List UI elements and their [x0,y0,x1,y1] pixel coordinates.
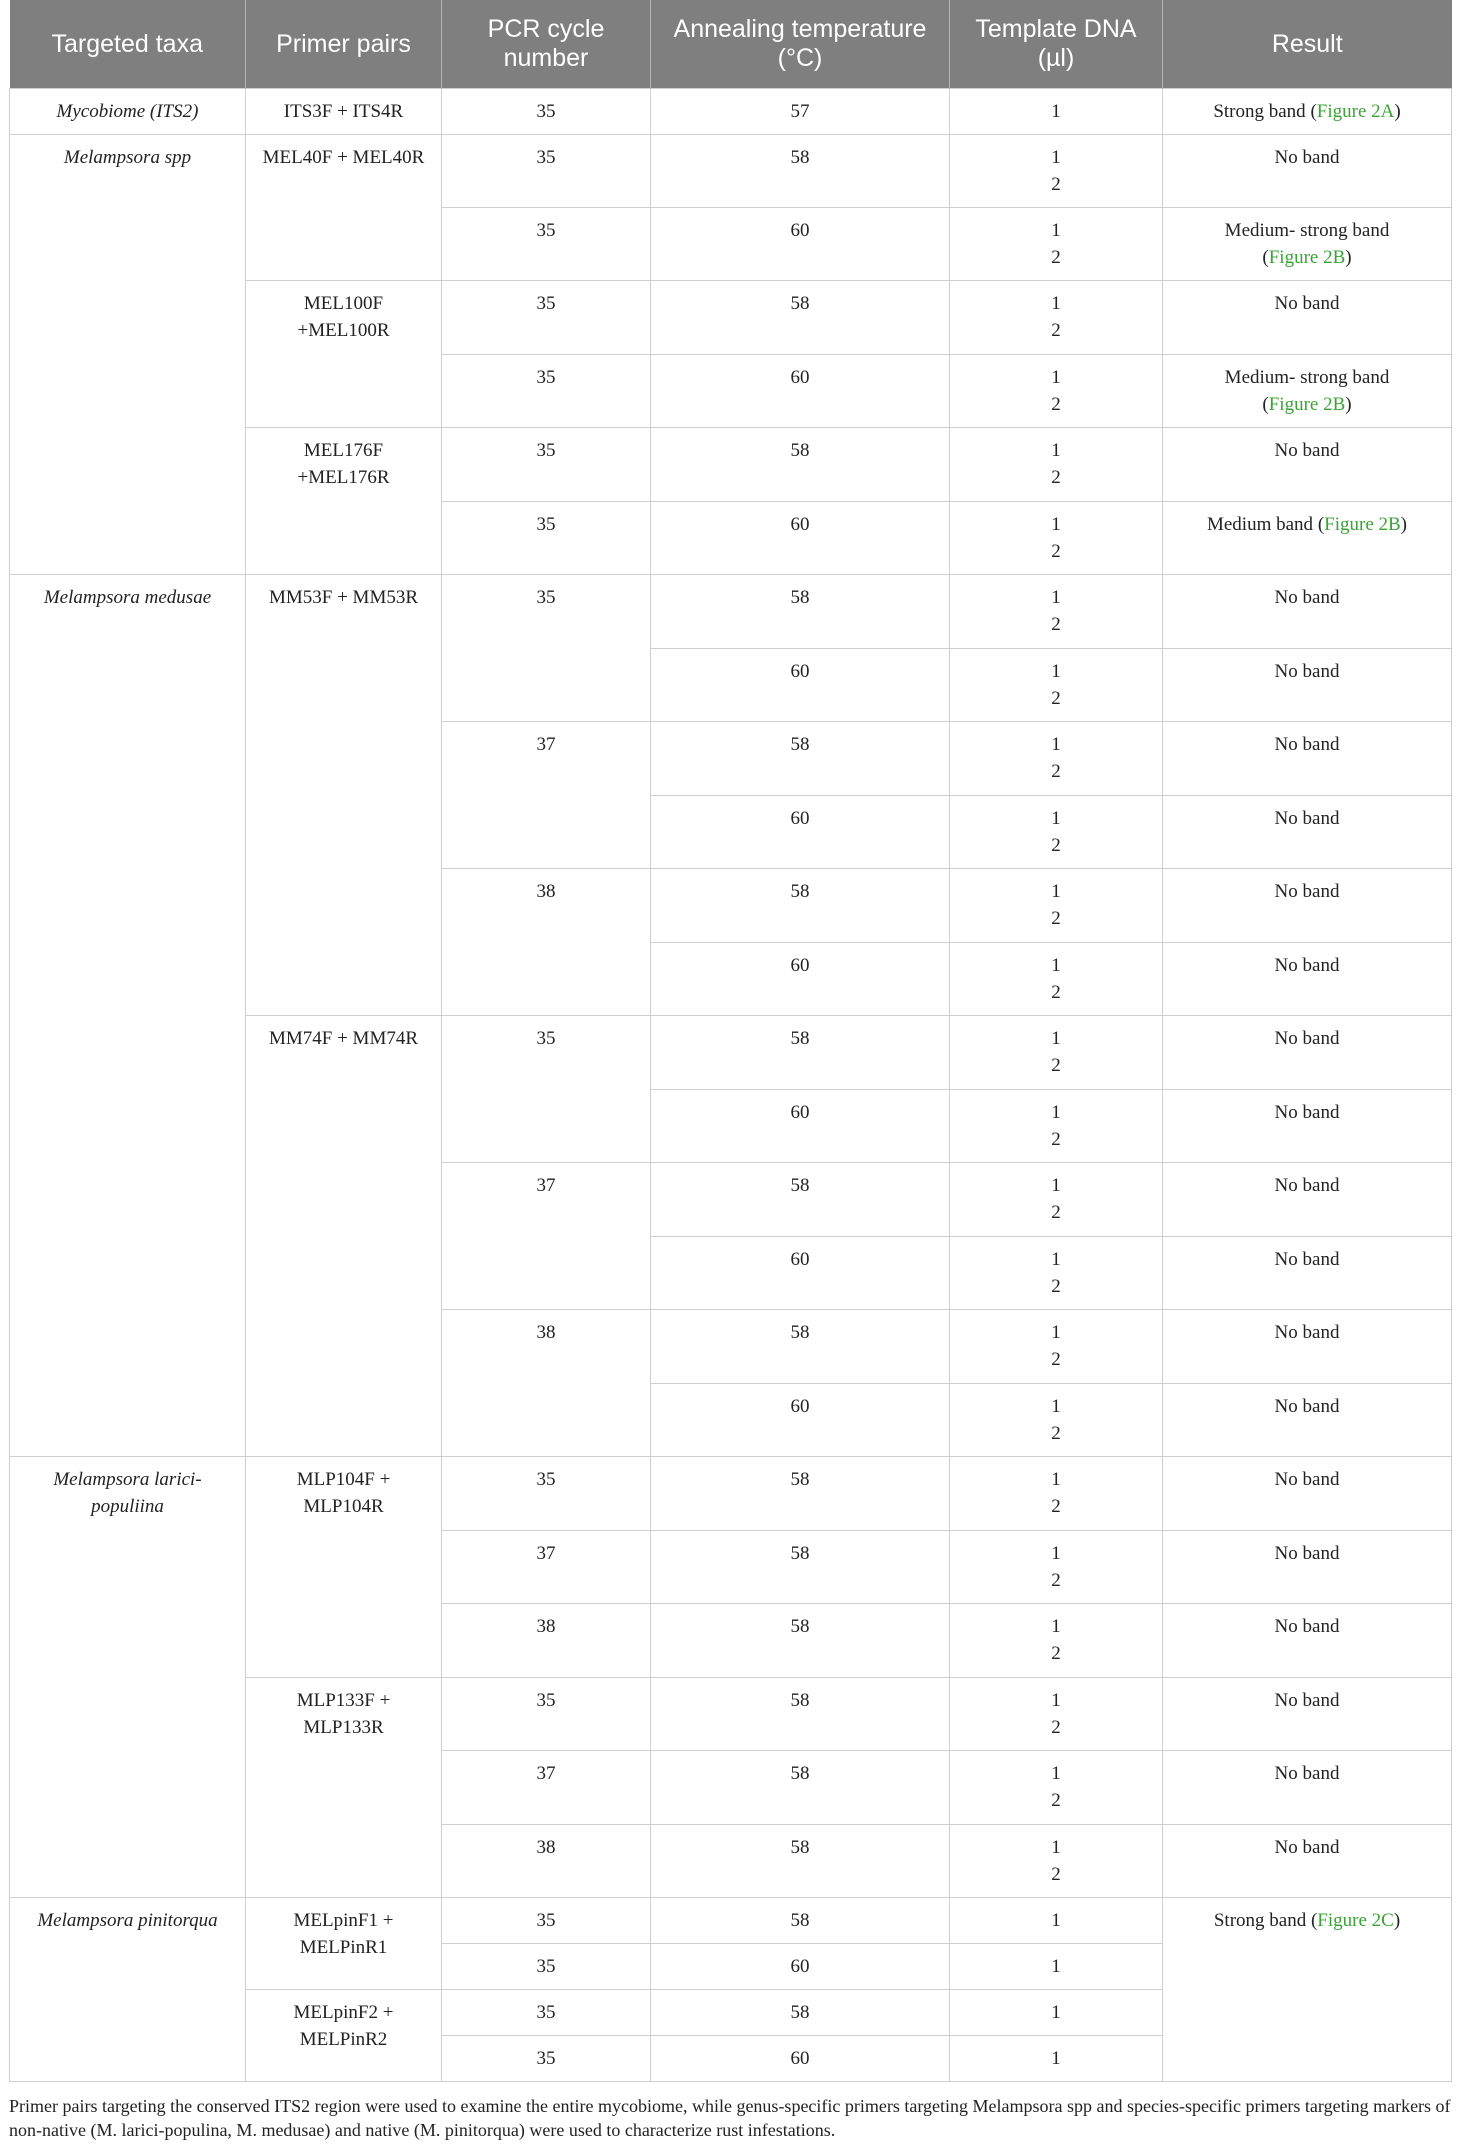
dna-value: 2 [1051,1790,1061,1811]
cycle-cell: 35 [442,428,651,502]
table-footnote: Primer pairs targeting the conserved ITS2 region were used to examine the entire mycobiome, while genus-specific primers targeting Melampsora spp and species-specific primers targeting markers of non-native (M. larici-populina, M. medusae) and native (M. pinitorqua) were used to characterize rust infestations. [9,2096,1451,2140]
table-row [10,1898,1452,1944]
cycle-cell: 37 [442,722,651,869]
paren: ( [1262,247,1269,268]
dna-value: 1 [1051,1837,1061,1858]
temp-cell: 58 [651,428,950,502]
result-text: Medium band [1206,514,1314,535]
dna-value: 1 [1051,1175,1061,1196]
cycle-cell: 35 [442,1678,651,1751]
dna-value: 2 [1051,1349,1061,1370]
dna-value: 2 [1051,1202,1061,1223]
primer-cell: MLP133F + MLP133R [246,1678,442,1898]
header-row [10,0,1452,89]
dna-value: 2 [1051,394,1061,415]
result-cell [1163,208,1452,281]
paren: ) [1393,1910,1401,1931]
dna-value: 2 [1051,1423,1061,1444]
table-row [10,575,1452,649]
dna-value: 2 [1051,982,1061,1003]
cycle-cell: 38 [442,1825,651,1898]
temp-cell: 60 [651,649,950,722]
dna-cell [950,1531,1163,1604]
temp-cell: 60 [651,1237,950,1310]
dna-value: 2 [1051,174,1061,195]
cycle-cell: 35 [442,89,651,135]
result-cell: No band [1163,575,1452,649]
paren: ( [1310,101,1317,122]
dna-cell: 1 [950,1898,1163,1944]
primer-cell: MELpinF1 + MELPinR1 [246,1898,442,1990]
dna-value: 2 [1051,1570,1061,1591]
figure-link[interactable]: Figure 2B [1324,514,1401,535]
result-cell: No band [1163,1678,1452,1751]
dna-cell [950,208,1163,281]
dna-cell [950,1237,1163,1310]
dna-value: 2 [1051,467,1061,488]
figure-link[interactable]: Figure 2C [1317,1910,1394,1931]
dna-value: 2 [1051,908,1061,929]
dna-value: 1 [1051,1690,1061,1711]
temp-cell: 58 [651,1163,950,1237]
dna-cell [950,1384,1163,1457]
dna-cell [950,575,1163,649]
cycle-cell: 35 [442,1898,651,1944]
dna-cell: 1 [950,1990,1163,2036]
dna-value: 1 [1051,1543,1061,1564]
dna-value: 1 [1051,1249,1061,1270]
result-cell: No band [1163,135,1452,208]
taxa-cell: Melampsora spp [10,135,246,575]
temp-cell: 60 [651,208,950,281]
dna-value: 1 [1051,1102,1061,1123]
paren: ) [1394,101,1401,122]
result-cell: No band [1163,1237,1452,1310]
dna-cell: 1 [950,1944,1163,1990]
result-cell: No band [1163,1016,1452,1090]
dna-value: 2 [1051,1643,1061,1664]
cycle-cell: 35 [442,355,651,428]
dna-cell [950,1457,1163,1531]
result-cell: No band [1163,1163,1452,1237]
dna-cell [950,281,1163,355]
dna-cell [950,1163,1163,1237]
header-result: Result [1163,0,1452,89]
temp-cell: 58 [651,1898,950,1944]
dna-value: 1 [1051,440,1061,461]
dna-cell [950,796,1163,869]
paren: ( [1310,1910,1318,1931]
result-cell: No band [1163,428,1452,502]
dna-cell [950,355,1163,428]
result-text: Medium- strong band [1224,220,1390,241]
dna-value: 1 [1051,1396,1061,1417]
temp-cell: 60 [651,1944,950,1990]
dna-value: 1 [1051,1469,1061,1490]
taxa-cell: Melampsora pinitorqua [10,1898,246,2082]
result-cell: No band [1163,943,1452,1016]
temp-cell: 58 [651,1310,950,1384]
taxa-cell: Melampsora medusae [10,575,246,1457]
temp-cell: 58 [651,281,950,355]
temp-cell: 60 [651,796,950,869]
figure-link[interactable]: Figure 2B [1268,247,1346,268]
paren: ) [1345,394,1352,415]
dna-cell [950,722,1163,796]
temp-cell: 60 [651,1384,950,1457]
cycle-cell: 35 [442,135,651,208]
temp-cell: 58 [651,1990,950,2036]
result-cell [1163,502,1452,575]
temp-cell: 60 [651,2036,950,2082]
cycle-cell: 37 [442,1751,651,1825]
result-text: Medium- strong band [1224,367,1390,388]
result-text: Strong band [1213,1910,1307,1931]
result-cell: No band [1163,281,1452,355]
cycle-cell: 35 [442,208,651,281]
results-table-container [9,0,1451,2082]
taxa-cell: Melampsora larici-populiina [10,1457,246,1898]
dna-value: 2 [1051,1496,1061,1517]
temp-cell: 58 [651,575,950,649]
header-template-dna: Template DNA (µl) [950,0,1163,89]
header-targeted-taxa: Targeted taxa [10,0,246,89]
primer-cell: MEL40F + MEL40R [246,135,442,281]
figure-link[interactable]: Figure 2A [1316,101,1395,122]
dna-value: 1 [1051,1616,1061,1637]
cycle-cell: 35 [442,281,651,355]
temp-cell: 58 [651,1678,950,1751]
dna-cell [950,1310,1163,1384]
primer-cell: MELpinF2 + MELPinR2 [246,1990,442,2082]
result-cell: No band [1163,796,1452,869]
paren: ( [1262,394,1269,415]
cycle-cell: 35 [442,502,651,575]
dna-value: 1 [1051,367,1061,388]
dna-cell [950,1604,1163,1678]
temp-cell: 58 [651,1604,950,1678]
dna-value: 2 [1051,320,1061,341]
header-annealing-temp: Annealing temperature (°C) [651,0,950,89]
primer-cell: MM53F + MM53R [246,575,442,1016]
figure-link[interactable]: Figure 2B [1268,394,1346,415]
result-cell: No band [1163,1751,1452,1825]
dna-cell [950,428,1163,502]
dna-value: 1 [1051,147,1061,168]
pcr-results-table [9,0,1452,2082]
temp-cell: 57 [651,89,950,135]
dna-cell [950,135,1163,208]
dna-value: 2 [1051,541,1061,562]
dna-value: 2 [1051,1129,1061,1150]
primer-cell: MLP104F + MLP104R [246,1457,442,1678]
result-cell: No band [1163,1457,1452,1531]
table-row [10,89,1452,135]
cycle-cell: 38 [442,869,651,1016]
header-primer-pairs: Primer pairs [246,0,442,89]
result-cell: No band [1163,1384,1452,1457]
cycle-cell: 35 [442,1457,651,1531]
dna-value: 2 [1051,614,1061,635]
dna-value: 1 [1051,808,1061,829]
result-cell [1163,1898,1452,2082]
cycle-cell: 37 [442,1163,651,1310]
temp-cell: 58 [651,1751,950,1825]
dna-value: 1 [1051,293,1061,314]
dna-value: 1 [1051,220,1061,241]
temp-cell: 58 [651,1825,950,1898]
temp-cell: 58 [651,869,950,943]
dna-value: 1 [1051,514,1061,535]
temp-cell: 60 [651,355,950,428]
cycle-cell: 35 [442,575,651,722]
primer-cell: MEL176F +MEL176R [246,428,442,575]
dna-cell [950,1090,1163,1163]
taxa-cell: Mycobiome (ITS2) [10,89,246,135]
dna-cell [950,1678,1163,1751]
dna-value: 1 [1051,1763,1061,1784]
paren: ( [1317,514,1325,535]
dna-cell [950,1825,1163,1898]
result-cell: No band [1163,1604,1452,1678]
dna-value: 1 [1051,955,1061,976]
dna-value: 2 [1051,1055,1061,1076]
result-cell: No band [1163,649,1452,722]
temp-cell: 58 [651,1531,950,1604]
result-cell [1163,89,1452,135]
dna-cell [950,1016,1163,1090]
dna-value: 2 [1051,761,1061,782]
dna-value: 1 [1051,1322,1061,1343]
temp-cell: 60 [651,943,950,1016]
primer-cell: ITS3F + ITS4R [246,89,442,135]
cycle-cell: 35 [442,1016,651,1163]
dna-value: 2 [1051,688,1061,709]
temp-cell: 58 [651,1016,950,1090]
result-cell: No band [1163,1090,1452,1163]
dna-cell [950,869,1163,943]
cycle-cell: 35 [442,2036,651,2082]
dna-value: 2 [1051,835,1061,856]
primer-cell: MEL100F +MEL100R [246,281,442,428]
temp-cell: 58 [651,722,950,796]
temp-cell: 60 [651,1090,950,1163]
cycle-cell: 38 [442,1310,651,1457]
cycle-cell: 37 [442,1531,651,1604]
table-row [10,1457,1452,1531]
dna-cell [950,502,1163,575]
result-cell: No band [1163,869,1452,943]
dna-cell [950,649,1163,722]
result-cell: No band [1163,1310,1452,1384]
table-row [10,135,1452,208]
paren: ) [1400,514,1407,535]
dna-value: 1 [1051,587,1061,608]
temp-cell: 58 [651,135,950,208]
dna-value: 1 [1051,1028,1061,1049]
result-cell: No band [1163,722,1452,796]
result-cell: No band [1163,1531,1452,1604]
dna-cell [950,1751,1163,1825]
dna-cell: 1 [950,89,1163,135]
header-pcr-cycle: PCR cycle number [442,0,651,89]
result-text: Strong band [1213,101,1306,122]
result-cell [1163,355,1452,428]
paren: ) [1345,247,1352,268]
dna-cell: 1 [950,2036,1163,2082]
dna-cell [950,943,1163,1016]
cycle-cell: 35 [442,1990,651,2036]
dna-value: 2 [1051,247,1061,268]
temp-cell: 60 [651,502,950,575]
result-cell: No band [1163,1825,1452,1898]
dna-value: 2 [1051,1864,1061,1885]
dna-value: 2 [1051,1717,1061,1738]
dna-value: 1 [1051,661,1061,682]
primer-cell: MM74F + MM74R [246,1016,442,1457]
dna-value: 2 [1051,1276,1061,1297]
cycle-cell: 35 [442,1944,651,1990]
cycle-cell: 38 [442,1604,651,1678]
dna-value: 1 [1051,734,1061,755]
dna-value: 1 [1051,881,1061,902]
temp-cell: 58 [651,1457,950,1531]
